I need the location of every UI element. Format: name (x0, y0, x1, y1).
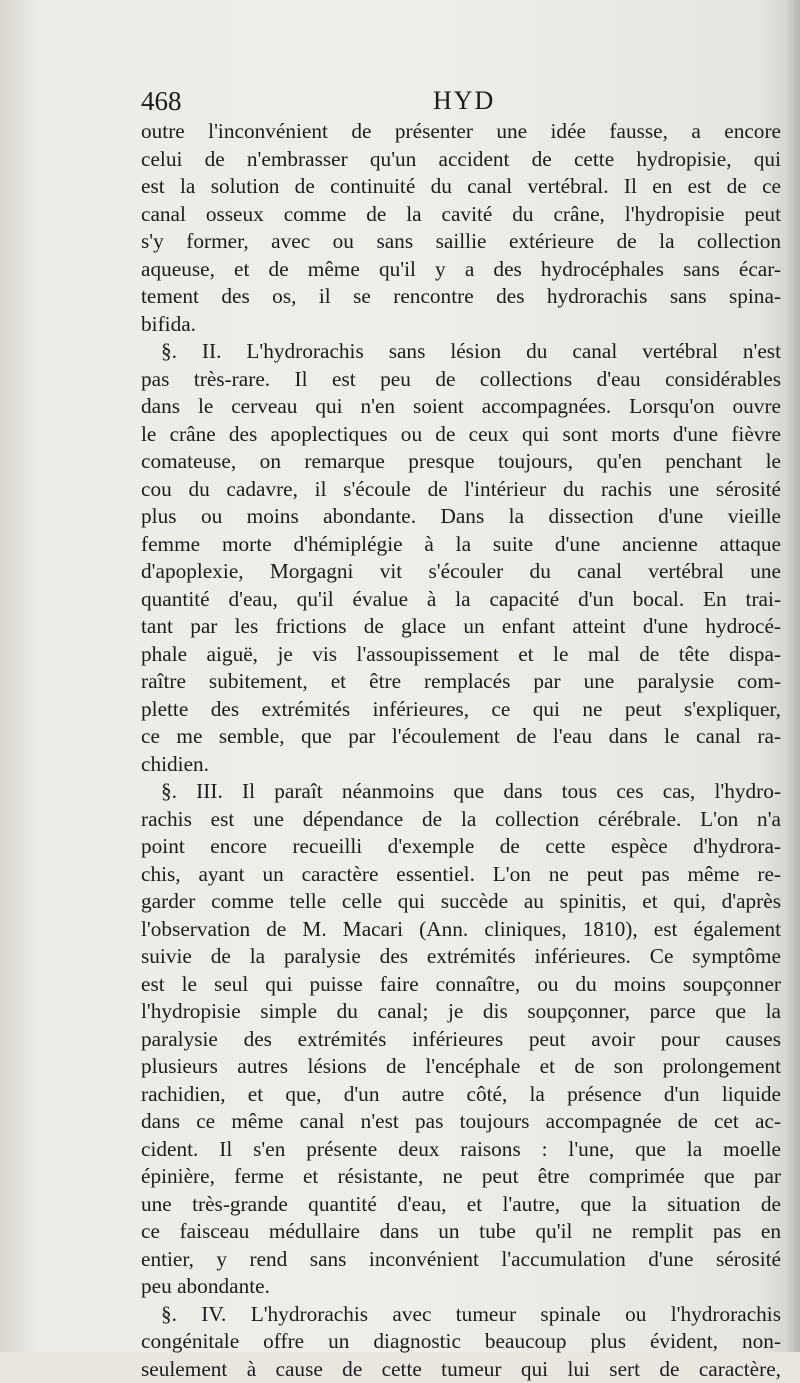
text-line: garder comme telle celle qui succède au spinitis, et qui, d'après (141, 888, 781, 916)
text-line: ce me semble, que par l'écoulement de l'eau dans le canal ra- (141, 723, 781, 751)
text-line: rachidien, et que, d'un autre côté, la présence d'un liquide (141, 1081, 781, 1109)
text-line: femme morte d'hémiplégie à la suite d'une ancienne attaque (141, 531, 781, 559)
running-head: HYD (433, 86, 495, 116)
text-line: cou du cadavre, il s'écoule de l'intérieur du rachis une sérosité (141, 476, 781, 504)
text-line: est la solution de continuité du canal vertébral. Il en est de ce (141, 173, 781, 201)
text-line: raître subitement, et être remplacés par une paralysie com- (141, 668, 781, 696)
text-line: rachis est une dépendance de la collection cérébrale. L'on n'a (141, 806, 781, 834)
text-line: d'apoplexie, Morgagni vit s'écouler du canal vertébral une (141, 558, 781, 586)
text-line: bifida. (141, 311, 781, 339)
body-text (141, 118, 781, 1383)
text-line: entier, y rend sans inconvénient l'accumulation d'une sérosité (141, 1246, 781, 1274)
text-line: tement des os, il se rencontre des hydrorachis sans spina- (141, 283, 781, 311)
text-line: §. II. L'hydrorachis sans lésion du canal vertébral n'est (141, 338, 781, 366)
text-line: canal osseux comme de la cavité du crâne, l'hydropisie peut (141, 201, 781, 229)
text-line: une très-grande quantité d'eau, et l'autre, que la situation de (141, 1191, 781, 1219)
text-line: peu abondante. (141, 1273, 781, 1301)
text-line: plus ou moins abondante. Dans la dissection d'une vieille (141, 503, 781, 531)
text-line: outre l'inconvénient de présenter une idée fausse, a encore (141, 118, 781, 146)
text-line: §. III. Il paraît néanmoins que dans tous ces cas, l'hydro- (141, 778, 781, 806)
text-line: seulement à cause de cette tumeur qui lui sert de caractère, (141, 1356, 781, 1383)
paragraph (141, 778, 781, 1301)
text-line: dans le cerveau qui n'en soient accompagnées. Lorsqu'on ouvre (141, 393, 781, 421)
text-line: aqueuse, et de même qu'il y a des hydrocéphales sans écar- (141, 256, 781, 284)
paragraph (141, 1301, 781, 1383)
text-line: chidien. (141, 751, 781, 779)
text-line: quantité d'eau, qu'il évalue à la capacité d'un bocal. En trai- (141, 586, 781, 614)
text-line: est le seul qui puisse faire connaître, ou du moins soupçonner (141, 971, 781, 999)
text-line: chis, ayant un caractère essentiel. L'on ne peut pas même re- (141, 861, 781, 889)
text-line: pas très-rare. Il est peu de collections d'eau considérables (141, 366, 781, 394)
text-line: cident. Il s'en présente deux raisons : l'une, que la moelle (141, 1136, 781, 1164)
text-line: le crâne des apoplectiques ou de ceux qui sont morts d'une fièvre (141, 421, 781, 449)
text-line: tant par les frictions de glace un enfant atteint d'une hydrocé- (141, 613, 781, 641)
text-line: l'observation de M. Macari (Ann. cliniques, 1810), est également (141, 916, 781, 944)
text-line: dans ce même canal n'est pas toujours accompagnée de cet ac- (141, 1108, 781, 1136)
text-line: phale aiguë, je vis l'assoupissement et le mal de tête dispa- (141, 641, 781, 669)
paragraph (141, 338, 781, 778)
text-line: celui de n'embrasser qu'un accident de cette hydropisie, qui (141, 146, 781, 174)
page-header (141, 86, 781, 118)
text-line: point encore recueilli d'exemple de cette espèce d'hydrora- (141, 833, 781, 861)
page-number: 468 (141, 86, 182, 117)
text-line: congénitale offre un diagnostic beaucoup plus évident, non- (141, 1328, 781, 1356)
text-line: suivie de la paralysie des extrémités inférieures. Ce symptôme (141, 943, 781, 971)
text-line: comateuse, on remarque presque toujours, qu'en penchant le (141, 448, 781, 476)
page-edge-shadow (786, 0, 800, 1352)
text-line: §. IV. L'hydrorachis avec tumeur spinale ou l'hydrorachis (141, 1301, 781, 1329)
text-line: plusieurs autres lésions de l'encéphale et de son prolongement (141, 1053, 781, 1081)
text-line: ce faisceau médullaire dans un tube qu'il ne remplit pas en (141, 1218, 781, 1246)
text-line: épinière, ferme et résistante, ne peut être comprimée que par (141, 1163, 781, 1191)
text-line: paralysie des extrémités inférieures peut avoir pour causes (141, 1026, 781, 1054)
paragraph (141, 118, 781, 338)
text-line: l'hydropisie simple du canal; je dis soupçonner, parce que la (141, 998, 781, 1026)
text-line: plette des extrémités inférieures, ce qui ne peut s'expliquer, (141, 696, 781, 724)
text-line: s'y former, avec ou sans saillie extérieure de la collection (141, 228, 781, 256)
